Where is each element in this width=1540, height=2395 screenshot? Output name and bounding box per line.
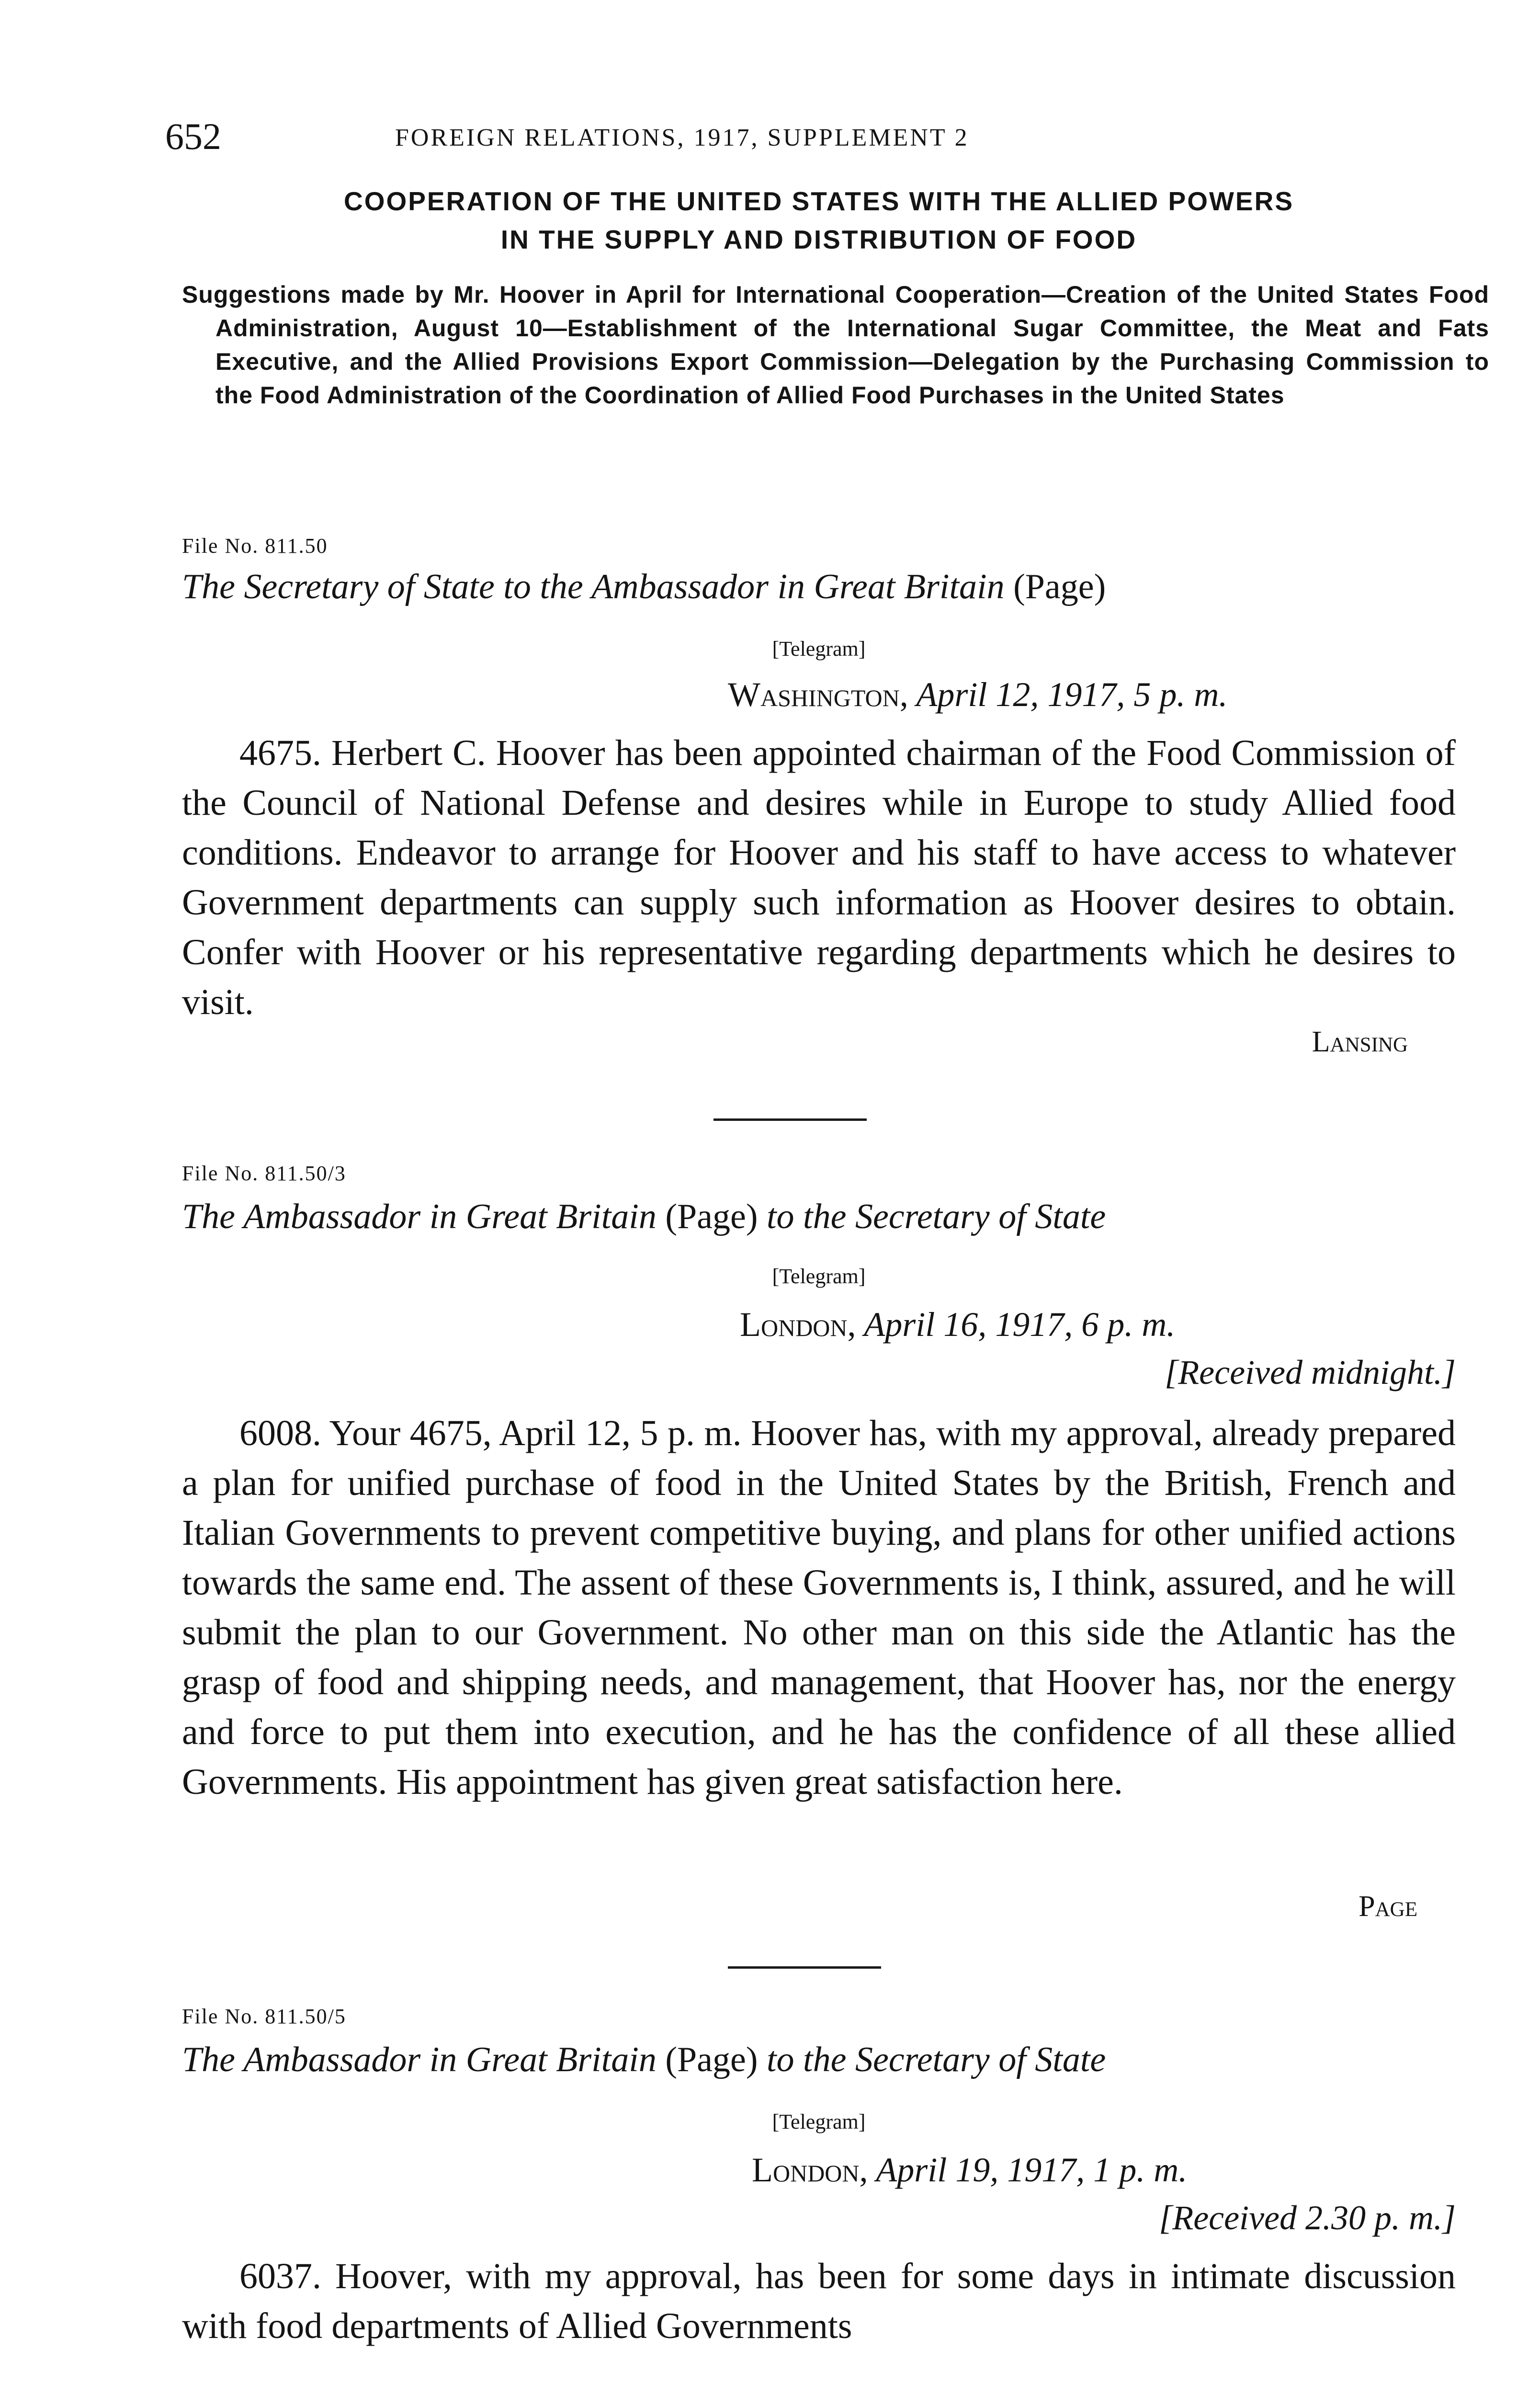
received-note: [Received 2.30 p. m.] [1159, 2199, 1456, 2237]
dateline-place: London, [752, 2151, 868, 2189]
page-header [165, 113, 1458, 165]
dateline-date: April 12, 1917, 5 p. m. [908, 675, 1228, 714]
chapter-summary: Suggestions made by Mr. Hoover in April for International Cooperation—Creation of the United States Food Administration, August 10—Establishment of the International Sugar Committee, the Meat and Fats Executive, and the Allied Provisions Export Commission—Delegation by the Purchasing Commission to the Food Administration of the Coordination of Allied Food Purchases in the United States [182, 281, 1489, 409]
document-title [182, 1193, 1456, 1241]
file-number: File No. 811.50/3 [182, 1162, 346, 1185]
document-title-text: The Ambassador in Great Britain [182, 2040, 657, 2079]
dateline [740, 1300, 1458, 1348]
dateline-place: London, [740, 1305, 856, 1344]
telegram-label: [Telegram] [772, 637, 866, 661]
document-title-name: (Page) [656, 1197, 767, 1236]
chapter-title [182, 182, 1456, 259]
dateline [728, 671, 1446, 718]
dateline-place: Washington, [728, 675, 908, 714]
section-divider [713, 1118, 867, 1121]
document-title-name: (Page) [656, 2040, 767, 2079]
document-title [182, 2036, 1456, 2084]
file-number: File No. 811.50/5 [182, 2005, 346, 2028]
telegram-label: [Telegram] [772, 2110, 866, 2133]
telegram-label: [Telegram] [772, 1265, 866, 1288]
dateline-date: April 16, 1917, 6 p. m. [856, 1305, 1176, 1344]
document-title-recipient: to the Secretary of State [766, 1197, 1106, 1236]
dateline-date: April 19, 1917, 1 p. m. [868, 2151, 1188, 2189]
document-body: 4675. Herbert C. Hoover has been appointed chairman of the Food Commission of the Council of National Defense and desires while in Europe to study Allied food conditions. Endeavor to arrange for Hoover and his staff to have access to whatever Government departments can supply such information as Hoover desires to obtain. Confer with Hoover or his representative regarding departments which he desires to visit. [182, 733, 1456, 1022]
section-divider [728, 1966, 881, 1969]
document-title-name: (Page) [1004, 567, 1106, 606]
chapter-title-line-1: COOPERATION OF THE UNITED STATES WITH THE ALLIED POWERS [343, 186, 1294, 216]
signature: Page [1359, 1890, 1417, 1923]
dateline [752, 2146, 1461, 2194]
document-title-recipient: to the Secretary of State [766, 2040, 1106, 2079]
document-title-text: The Ambassador in Great Britain [182, 1197, 657, 1236]
document-title [182, 563, 1456, 611]
file-number: File No. 811.50 [182, 534, 328, 558]
running-head: FOREIGN RELATIONS, 1917, SUPPLEMENT 2 [395, 124, 969, 151]
document-body: 6008. Your 4675, April 12, 5 p. m. Hoover has, with my approval, already prepared a plan for unified purchase of food in the United States by the British, French and Italian Governments to prevent competitive buying, and plans for other unified actions towards the same end. The assent of these Governments is, I think, assured, and he will submit the plan to our Government. No other man on this side the Atlantic has the grasp of food and shipping needs, and management, that Hoover has, nor the energy and force to put them into execution, and he has the confidence of all these allied Governments. His appointment has given great satisfaction here. [182, 1413, 1456, 1802]
received-note: [Received midnight.] [1165, 1353, 1456, 1391]
page-number: 652 [165, 115, 221, 157]
document-title-text: The Secretary of State to the Ambassador in Great Britain [182, 567, 1005, 606]
document-body: 6037. Hoover, with my approval, has been for some days in intimate discussion with food departments of Allied Governments [182, 2256, 1456, 2346]
chapter-title-line-2: IN THE SUPPLY AND DISTRIBUTION OF FOOD [500, 225, 1137, 254]
signature: Lansing [1312, 1026, 1408, 1058]
